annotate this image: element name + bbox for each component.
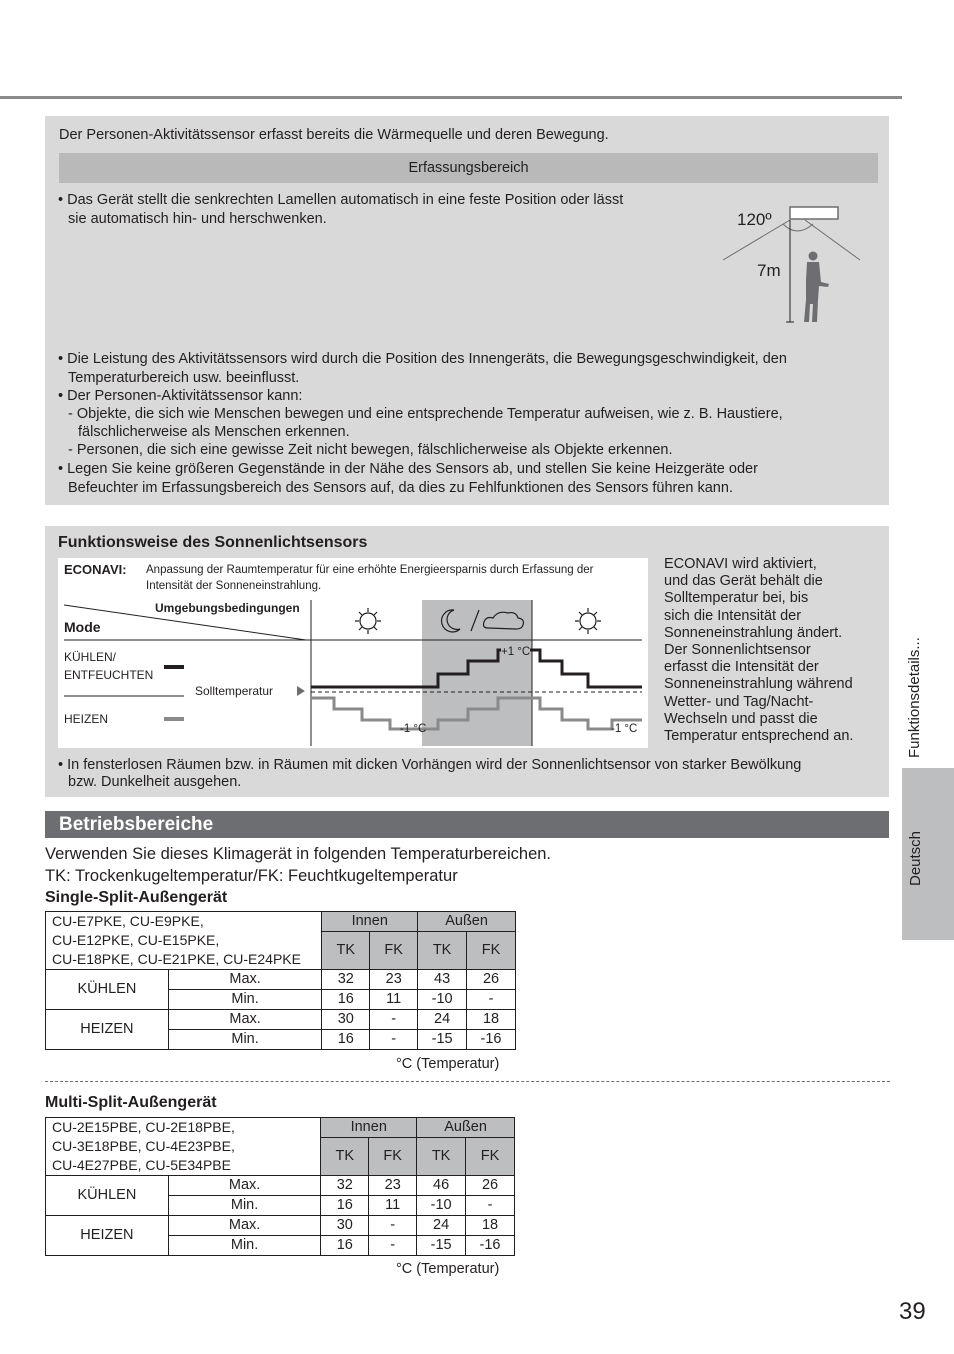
value-cell: -10 — [418, 990, 467, 1010]
side-line: Sonneneinstrahlung ändert. — [664, 624, 843, 641]
sensor-line-4: - Objekte, die sich wie Menschen bewegen und eine entsprechende Temperatur aufweisen, wie z. B. Haustiere, — [68, 406, 783, 422]
value-cell: -16 — [467, 1030, 516, 1050]
value-cell: -15 — [417, 1236, 466, 1256]
heizen-cell: HEIZEN — [46, 1216, 169, 1256]
fk-header: FK — [370, 932, 418, 970]
value-cell: 16 — [321, 1236, 369, 1256]
single-split-table — [45, 911, 516, 1050]
model-line: CU-E18PKE, CU-E21PKE, CU-E24PKE — [52, 951, 301, 967]
value-cell: -15 — [418, 1030, 467, 1050]
value-cell: 18 — [467, 1010, 516, 1030]
single-models-cell — [46, 912, 322, 970]
min-cell: Min. — [168, 1196, 321, 1216]
value-cell: 32 — [321, 1176, 369, 1196]
sunlight-title: Funktionsweise des Sonnenlichtsensors — [58, 534, 368, 551]
funktionsdetails-tab-label: Funktionsdetails... — [906, 637, 923, 758]
value-cell: - — [370, 1010, 418, 1030]
value-cell: - — [466, 1196, 515, 1216]
value-cell: 30 — [322, 1010, 370, 1030]
mode-label: Mode — [64, 619, 101, 635]
umgebung-label: Umgebungsbedingungen — [155, 601, 300, 615]
sensor-line-2: Temperaturbereich usw. beeinflusst. — [68, 370, 300, 386]
max-cell: Max. — [168, 1010, 322, 1030]
model-line: CU-3E18PBE, CU-4E23PBE, — [52, 1138, 235, 1154]
section-heading: Betriebsbereiche — [45, 811, 889, 838]
model-line: CU-2E15PBE, CU-2E18PBE, — [52, 1119, 235, 1135]
sensor-line-6: - Personen, die sich eine gewisse Zeit nicht bewegen, fälschlicherweise als Objekte erkennen. — [68, 442, 673, 458]
tk-header: TK — [321, 1138, 369, 1176]
side-line: Solltemperatur bei, bis — [664, 590, 809, 607]
fk-header: FK — [467, 932, 516, 970]
solltemperatur-label: Solltemperatur — [195, 684, 274, 698]
sunlight-note-2: bzw. Dunkelheit ausgehen. — [68, 774, 242, 790]
multi-split-table — [45, 1117, 515, 1256]
kuehlen-cell: KÜHLEN — [46, 970, 169, 1010]
kuehlen-cell: KÜHLEN — [46, 1176, 169, 1216]
value-cell: 24 — [418, 1010, 467, 1030]
indoor-unit-icon — [790, 207, 838, 219]
distance-label: 7m — [757, 261, 781, 280]
dashed-divider — [45, 1081, 890, 1082]
value-cell: 32 — [322, 970, 370, 990]
model-line: CU-4E27PBE, CU-5E34PBE — [52, 1157, 231, 1173]
kuehlen-label-1: KÜHLEN/ — [64, 650, 117, 664]
min-cell: Min. — [168, 990, 322, 1010]
kuehlen-label-2: ENTFEUCHTEN — [64, 668, 154, 682]
tk-header: TK — [417, 1138, 466, 1176]
value-cell: -10 — [417, 1196, 466, 1216]
sun-icon — [355, 608, 381, 634]
value-cell: 23 — [369, 1176, 417, 1196]
value-cell: 16 — [322, 990, 370, 1010]
aussen-header: Außen — [417, 1118, 515, 1138]
sensor-line-3: • Der Personen-Aktivitätssensor kann: — [58, 388, 303, 404]
multi-models-cell — [46, 1118, 321, 1176]
value-cell: 26 — [466, 1176, 515, 1196]
value-cell: 11 — [370, 990, 418, 1010]
detection-range-bar: Erfassungsbereich — [59, 153, 878, 183]
value-cell: - — [370, 1030, 418, 1050]
side-line: Wechseln und passt die — [664, 710, 818, 727]
max-cell: Max. — [168, 1216, 321, 1236]
side-line: erfasst die Intensität der — [664, 659, 819, 676]
econavi-label: ECONAVI: — [64, 562, 127, 577]
value-cell: 30 — [321, 1216, 369, 1236]
sensor-line-7: • Legen Sie keine größeren Gegenstände in der Nähe des Sensors ab, und stellen Sie keine Heizgeräte oder — [58, 461, 758, 477]
sensor-intro: Der Personen-Aktivitätssensor erfasst bereits die Wärmequelle und deren Bewegung. — [59, 127, 609, 143]
sensor-line-5: fälschlicherweise als Menschen erkennen. — [78, 424, 350, 440]
plus1-label: +1 °C — [501, 646, 531, 658]
innen-header: Innen — [322, 912, 418, 932]
econavi-text-2: Intensität der Sonneneinstrahlung. — [146, 580, 322, 592]
value-cell: 24 — [417, 1216, 466, 1236]
side-line: Sonneneinstrahlung während — [664, 676, 853, 693]
minus1-label-b: -1 °C — [611, 723, 638, 735]
value-cell: -16 — [466, 1236, 515, 1256]
sensor-line-1: • Die Leistung des Aktivitätssensors wird durch die Position des Innengeräts, die Bewegungsgeschwindigkeit, den — [58, 351, 787, 367]
fk-header: FK — [369, 1138, 417, 1176]
min-cell: Min. — [168, 1030, 322, 1050]
sunlight-side-text — [664, 556, 853, 745]
value-cell: 16 — [322, 1030, 370, 1050]
side-line: ECONAVI wird aktiviert, — [664, 556, 817, 572]
minus1-label-a: -1 °C — [400, 723, 427, 735]
page-number: 39 — [899, 1298, 926, 1325]
side-line: Wetter- und Tag/Nacht- — [664, 693, 814, 710]
max-cell: Max. — [168, 970, 322, 990]
model-line: CU-E7PKE, CU-E9PKE, — [52, 913, 204, 929]
value-cell: - — [369, 1216, 417, 1236]
sensor-bullet1-line2: sie automatisch hin- und herschwenken. — [68, 211, 327, 227]
side-line: Der Sonnenlichtsensor — [664, 642, 811, 659]
value-cell: 26 — [467, 970, 516, 990]
value-cell: 43 — [418, 970, 467, 990]
side-line: Temperatur entsprechend an. — [664, 728, 854, 745]
side-line: und das Gerät behält die — [664, 573, 823, 590]
max-cell: Max. — [168, 1176, 321, 1196]
heizen-label: HEIZEN — [64, 712, 109, 726]
tk-header: TK — [418, 932, 467, 970]
sensor-line-8: Befeuchter im Erfassungsbereich des Sensors auf, da dies zu Fehlfunktionen des Sensors führen kann. — [68, 480, 733, 496]
betrieb-line-1: Verwenden Sie dieses Klimagerät in folgenden Temperaturbereichen. — [45, 845, 552, 863]
value-cell: 11 — [369, 1196, 417, 1216]
innen-header: Innen — [321, 1118, 417, 1138]
unit-note-multi: °C (Temperatur) — [396, 1261, 500, 1277]
multi-split-title: Multi-Split-Außengerät — [45, 1094, 217, 1111]
sensor-bullet1-line1: • Das Gerät stellt die senkrechten Lamellen automatisch in eine feste Position oder lässt — [58, 192, 624, 208]
angle-label: 120º — [737, 210, 772, 229]
value-cell: 16 — [321, 1196, 369, 1216]
sun-icon-2 — [575, 608, 601, 634]
person-icon — [804, 252, 829, 323]
top-rule — [0, 96, 902, 99]
single-split-title: Single-Split-Außengerät — [45, 889, 228, 906]
aussen-header: Außen — [418, 912, 516, 932]
heizen-cell: HEIZEN — [46, 1010, 169, 1050]
unit-note-single: °C (Temperatur) — [396, 1056, 500, 1072]
tk-header: TK — [322, 932, 370, 970]
value-cell: - — [369, 1236, 417, 1256]
value-cell: 23 — [370, 970, 418, 990]
value-cell: - — [467, 990, 516, 1010]
sunlight-note-1: • In fensterlosen Räumen bzw. in Räumen mit dicken Vorhängen wird der Sonnenlichtsensor von starker Bewölkung — [58, 757, 802, 773]
econavi-text-1: Anpassung der Raumtemperatur für eine erhöhte Energieersparnis durch Erfassung der — [146, 564, 594, 576]
fk-header: FK — [466, 1138, 515, 1176]
deutsch-tab-label: Deutsch — [907, 830, 924, 886]
min-cell: Min. — [168, 1236, 321, 1256]
value-cell: 46 — [417, 1176, 466, 1196]
betrieb-line-2: TK: Trockenkugeltemperatur/FK: Feuchtkugeltemperatur — [45, 867, 458, 885]
model-line: CU-E12PKE, CU-E15PKE, — [52, 932, 220, 948]
side-line: sich die Intensität der — [664, 607, 802, 624]
value-cell: 18 — [466, 1216, 515, 1236]
